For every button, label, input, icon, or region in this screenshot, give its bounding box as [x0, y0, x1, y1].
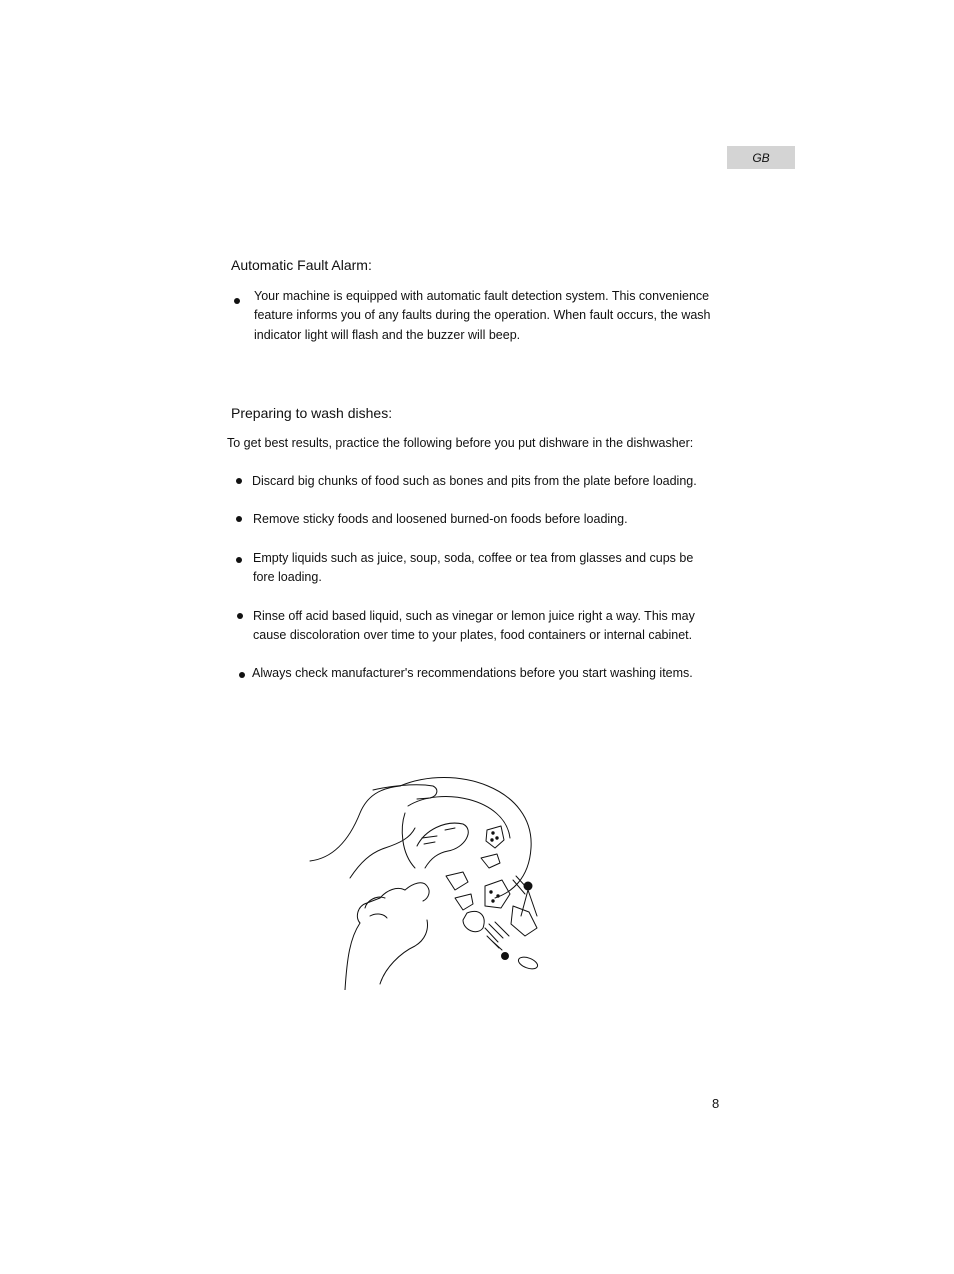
page-number: 8 — [712, 1096, 720, 1111]
bullet-dot — [236, 516, 242, 522]
preparing-bullet-3-line-1: Empty liquids such as juice, soup, soda, coffee or tea from glasses and cups be — [253, 551, 694, 565]
preparing-intro: To get best results, practice the following before you put dishware in the dishwasher: — [227, 436, 694, 450]
preparing-heading: Preparing to wash dishes: — [231, 405, 393, 421]
preparing-bullet-3-line-2: fore loading. — [253, 570, 322, 584]
bullet-dot — [236, 478, 242, 484]
bullet-dot — [234, 298, 240, 304]
preparing-bullet-5: Always check manufacturer's recommendations before you start washing items. — [252, 666, 693, 680]
language-tab: GB — [727, 146, 795, 169]
fault-alarm-line-2: feature informs you of any faults during the operation. When fault occurs, the wash — [254, 308, 711, 322]
fault-alarm-heading: Automatic Fault Alarm: — [231, 257, 372, 273]
bullet-dot — [239, 672, 245, 678]
fault-alarm-line-1: Your machine is equipped with automatic fault detection system. This convenience — [254, 289, 710, 303]
preparing-bullet-1: Discard big chunks of food such as bones and pits from the plate before loading. — [252, 474, 697, 488]
preparing-bullet-4-line-1: Rinse off acid based liquid, such as vinegar or lemon juice right a way. This may — [253, 609, 695, 623]
hands-scraping-plate-illustration — [305, 768, 555, 990]
preparing-bullet-4-line-2: cause discoloration over time to your plates, food containers or internal cabinet. — [253, 628, 693, 642]
fault-alarm-line-3: indicator light will flash and the buzzer will beep. — [254, 328, 521, 342]
preparing-bullet-2: Remove sticky foods and loosened burned-on foods before loading. — [253, 512, 628, 526]
bullet-dot — [236, 557, 242, 563]
bullet-dot — [237, 613, 243, 619]
